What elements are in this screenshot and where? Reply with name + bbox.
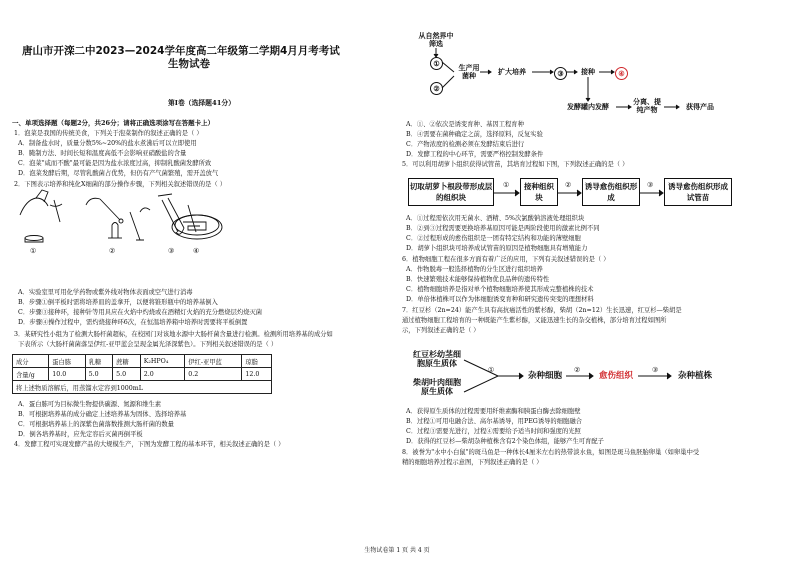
q2-stem: 2．下图表示培养和纯化X细菌的部分操作步骤，下列相关叙述错误的是（ ） (14, 181, 226, 188)
q7-option-a: A．获得原生质体的过程需要用纤维素酶和胰蛋白酶去除细胞壁 (406, 408, 581, 415)
test-tube-icon (158, 194, 196, 234)
q4-stem: 4．发酵工程可实现发酵产品的大规模生产，下图为发酵工程的基本环节，相关叙述正确的是（ ） (14, 441, 285, 448)
table-cell: 乳糖 (85, 355, 113, 368)
q7-stem-line2: 通过植物细胞工程培育的一种既能产生紫杉醇，又能迅速生长的杂交植株，部分培育过程如图所 (402, 317, 667, 324)
exam-subtitle: 生物试卷 (168, 58, 210, 70)
q5-option-d: D．胡萝卜组织块可培养成试管苗的原因是植物细胞具有增殖能力 (406, 245, 588, 252)
flow-circle-3: ③ (554, 67, 567, 80)
table-cell: 5.0 (113, 368, 141, 381)
q2-label-2: ② (109, 247, 116, 255)
q4-option-b: B．④需要在菌种确定之前，选择原料，反复实验 (406, 131, 543, 138)
q7-hybrid-plant: 杂种植株 (677, 371, 712, 381)
page-footer: 生物试卷第 1 页 共 4 页 (364, 547, 430, 554)
flow-circle-4: ④ (615, 67, 628, 80)
q7-num-1: ① (488, 366, 495, 374)
table-cell: 琼脂 (242, 355, 272, 368)
q5-box-1: 切取胡萝卜根段带形成层的组织块 (408, 178, 494, 206)
q7-option-d: D．获得的红豆杉—柴胡杂种植株含有2个染色体组，能够产生可育配子 (406, 438, 604, 445)
q6-option-d: D．单倍体植株可以作为体细胞诱变育种和研究遗传突变的理想材料 (406, 296, 594, 303)
flow-circle-1: ① (430, 57, 443, 70)
q7-stem-line1: 7．红豆杉（2n=24）能产生具有高抗癌活性的紫杉醇，柴胡（2n=12）生长迅速，红豆杉—柴胡是 (402, 307, 682, 314)
flow-expand: 扩大培养 (498, 68, 526, 76)
q5-num-2: ② (565, 181, 572, 189)
part-heading: 第Ⅰ卷（选择题41分） (168, 99, 236, 107)
q7-option-b: B．过程①可用电融合法、高尔基诱导，用PEG诱导的细胞融合 (406, 418, 582, 425)
table-cell: 10.0 (49, 368, 85, 381)
q2-label-3: ③ (168, 247, 175, 255)
q1-option-c: C．泡菜"咸而不酸"最可能是因为盐水浓度过高，抑制乳酸菌发酵所致 (18, 160, 212, 167)
q7-source-2: 柴胡叶肉细胞原生质体 (413, 378, 461, 396)
q7-arrows (402, 0, 794, 561)
table-note-row (13, 381, 272, 394)
table-cell: 成分 (13, 355, 49, 368)
q5-stem: 5．可以利用胡萝卜组织获得试管苗，其培育过程如下图，下列叙述正确的是（ ） (402, 161, 629, 168)
q4-option-c: C．产物浓度的检测必须在发酵结束后进行 (406, 141, 525, 148)
q7-option-c: C．过程③需要光进行，过程④需要给予适当时间和强度的光照 (406, 428, 581, 435)
table-row (13, 368, 272, 381)
table-header-row (13, 355, 272, 368)
q4-option-a: A．①、②依次是诱变育种、基因工程育种 (406, 121, 524, 128)
table-note: 将上述物质溶解后，用蒸馏水定容到1000mL (13, 381, 272, 394)
q5-box-4: 诱导愈伤组织形成试管苗 (664, 178, 732, 206)
q3-stem-line1: 3．某研究性小组为了检测大肠杆菌超标，在校园门对该地水源中大肠杆菌含量进行检测。检测所用培养基的成分如 (14, 331, 333, 338)
table-cell: 5.0 (85, 368, 113, 381)
q3-medium-table (12, 354, 272, 394)
q5-option-b: B．②到③过程需要更换培养基原因可能是两阶段使用的激素比例不同 (406, 225, 600, 232)
table-cell: 蔗糖 (113, 355, 141, 368)
flow-ferment: 发酵罐内发酵 (567, 103, 609, 111)
q7-callus: 愈伤组织 (598, 371, 633, 381)
q2-option-b: B．步骤①倒平板时需将培养皿的盖拿开，以便将锥形瓶中的培养基倒入 (18, 299, 218, 306)
inoculation-loop-icon (86, 198, 150, 240)
q7-hybrid-cell: 杂种细胞 (527, 371, 562, 381)
hand-pour-icon (20, 190, 62, 242)
q3-option-b: B．可根据培养基的成分确定上述培养基为固体、选择培养基 (18, 411, 187, 418)
section-heading: 一、单项选择题（每题2分，共26分；请将正确选项涂写在答题卡上） (12, 119, 215, 127)
q1-option-d: D．泡菜发酵后期，尽管乳酸菌占优势，但仍有产气菌繁殖，需开盖放气 (18, 170, 219, 177)
q8-stem-line2: 精的细胞培养过程示意图，下列叙述正确的是（ ） (402, 459, 543, 466)
q1-option-a: A．制备盐水时，质量分数5%~20%的盐水煮沸后可以立即使用 (18, 140, 197, 147)
flow-circle-2: ② (430, 82, 443, 95)
flow-product: 获得产品 (686, 103, 714, 111)
q2-option-d: D．步骤④操作过程中，需灼烧接种环6次，在恒温培养箱中培养时需要将平板倒置 (18, 319, 248, 326)
q2-label-1: ① (30, 247, 37, 255)
q8-stem-line1: 8．被誉为"水中小白鼠"的斑马鱼是一种体长4厘米左右的热带淡水鱼，如图是斑马鱼胚胎卵巢（如卵巢中受 (402, 449, 700, 456)
q5-num-3: ③ (647, 181, 654, 189)
q7-source-1: 红豆杉幼茎细胞原生质体 (413, 350, 461, 368)
petri-dish-icon (172, 215, 222, 239)
q1-option-b: B．腌制方法、时间长短和温度高低不会影响亚硝酸盐的含量 (18, 150, 187, 157)
q6-option-a: A．作物脱毒一般选择植物的分生区进行组织培养 (406, 266, 543, 273)
q1-stem: 1．泡菜是我国的传统美食，下列关于泡菜制作的叙述正确的是（ ） (14, 130, 203, 137)
q3-stem-line2: 下表所示（大肠杆菌菌落呈伊红-亚甲蓝会呈现金属光泽深紫色）。下列相关叙述错误的是（ ） (18, 341, 278, 348)
q7-num-3: ③ (652, 366, 659, 374)
table-cell: 0.2 (185, 368, 242, 381)
q5-option-c: C．②过程形成的愈伤组织是一团有特定结构和功能的薄壁细胞 (406, 235, 581, 242)
flow-inoculate: 接种 (581, 68, 595, 76)
table-cell: 伊红-亚甲蓝 (185, 355, 242, 368)
flow-separate: 分离、提纯产物 (633, 98, 661, 114)
q5-box-3: 诱导愈伤组织形成 (582, 178, 640, 206)
table-cell: 含量/g (13, 368, 49, 381)
q7-num-2: ② (574, 366, 581, 374)
q5-box-2: 接种组织块 (520, 178, 558, 206)
table-cell: 12.0 (242, 368, 272, 381)
table-cell: 蛋白胨 (49, 355, 85, 368)
flow-source: 从自然界中筛选 (418, 32, 454, 48)
q3-option-c: C．可根据培养基上的深紫色菌落数推测大肠杆菌的数量 (18, 421, 174, 428)
flow-produce: 生产用菌种 (458, 64, 480, 80)
q6-option-b: B．快速繁殖技术能够保持植物优良品种的遗传特性 (406, 276, 550, 283)
table-cell: 2.0 (140, 368, 185, 381)
q5-num-1: ① (503, 181, 510, 189)
exam-title: 唐山市开滦二中2023—2024学年度高二年级第二学期4月月考考试 (22, 45, 340, 57)
q2-label-4: ④ (193, 247, 200, 255)
q6-stem: 6．植物细胞工程在很多方面有着广泛的应用，下列有关叙述错误的是（ ） (402, 256, 610, 263)
q2-option-c: C．步骤③接种环，接种针等用具应在火焰中灼烧或在酒精灯火焰的充分燃烧层灼烧灭菌 (18, 309, 263, 316)
q4-option-d: D．发酵工程的中心环节，需要严格控制发酵条件 (406, 151, 544, 158)
q5-option-a: A．①过程需依次用无菌水、酒精、5%次氯酸钠溶液处理组织块 (406, 215, 585, 222)
q6-option-c: C．植物细胞培养是指对单个植物细胞培养使其形成完整植株的技术 (406, 286, 594, 293)
q2-option-a: A．实验室里可用化学药物或紫外线对物体表面或空气进行消毒 (18, 289, 193, 296)
q3-option-a: A．蛋白胨可为目标微生物提供碳源、氮源和维生素 (18, 401, 162, 408)
q7-stem-line3: 示，下列叙述正确的是（ ） (402, 327, 480, 334)
q3-option-d: D．倒各培养基时，应先定容后灭菌再倒平板 (18, 431, 143, 438)
table-cell: K₂HPO₄ (140, 355, 185, 368)
